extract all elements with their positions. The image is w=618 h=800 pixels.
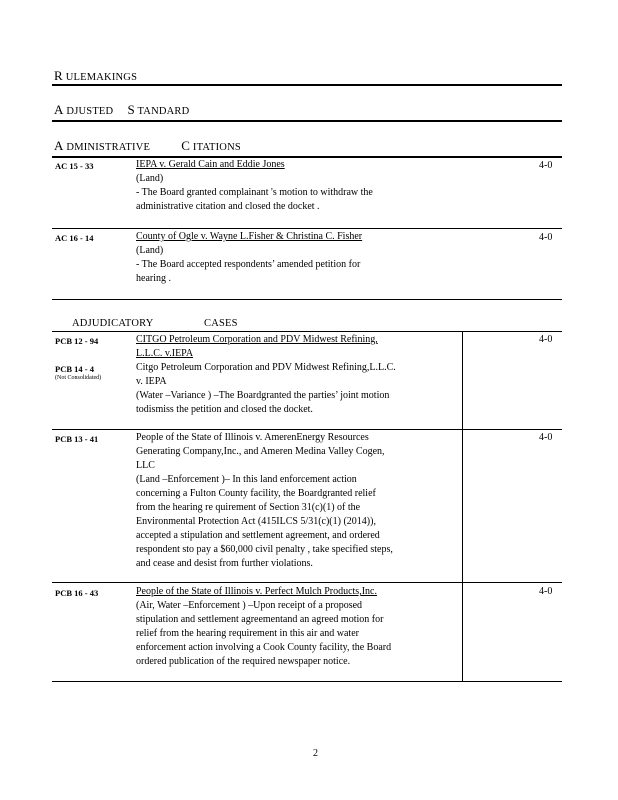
column-divider <box>462 331 463 681</box>
case-id: AC 15 - 33 <box>55 161 94 171</box>
divider <box>52 228 562 229</box>
divider <box>52 331 562 332</box>
heading-adjudicatory-cases: ADJUDICATORY CASES <box>72 318 238 329</box>
vote-count: 4-0 <box>539 232 553 243</box>
heading-administrative-citations: A DMINISTRATIVE C ITATIONS <box>54 138 241 153</box>
case-id: PCB 14 - 4 <box>55 364 94 374</box>
heading-adjusted-standard: A DJUSTED S TANDARD <box>54 102 190 117</box>
case-title: IEPA v. Gerald Cain and Eddie Jones <box>136 159 285 170</box>
vote-count: 4-0 <box>539 334 553 345</box>
vote-count: 4-0 <box>539 160 553 171</box>
case-description: People of the State of Illinois v. Perfect Mulch Products,Inc. (Air, Water –Enforcement ) –Upon receipt of a proposed stipulation and settlement agreementand an agreed motion for relief from the hearing requirement in this air and water enforcement action involving a Cook County facility, the Board ordered publication of the required newspaper notice. <box>136 586 392 667</box>
vote-count: 4-0 <box>539 432 553 443</box>
case-id: AC 16 - 14 <box>55 233 94 243</box>
case-title: County of Ogle v. Wayne L.Fisher & Christina C. Fisher <box>136 231 363 242</box>
divider <box>52 84 562 86</box>
case-id: PCB 12 - 94 <box>55 336 99 346</box>
page-number: 2 <box>313 748 318 759</box>
case-description: IEPA v. Gerald Cain and Eddie Jones (Land) - The Board granted complainant 's motion to withdraw the administrative citation and closed the docket . <box>136 159 373 212</box>
case-note: (Not Consolidated) <box>55 375 102 381</box>
divider <box>52 681 562 682</box>
case-description: CITGO Petroleum Corporation and PDV Midwest Refining, L.L.C. v.IEPA Citgo Petroleum Corporation and PDV Midwest Refining,L.L.C. v. IEPA (Water –Variance ) –The Boardgranted the parties’ joint motion todismiss the petition and closed the docket. <box>136 334 396 415</box>
divider <box>52 120 562 122</box>
case-description: County of Ogle v. Wayne L.Fisher & Christina C. Fisher (Land) - The Board accepted respondents’ amended petition for hearing . <box>136 231 363 284</box>
case-id: PCB 13 - 41 <box>55 434 99 444</box>
case-title: People of the State of Illinois v. AmerenEnergy Resources <box>136 432 369 443</box>
case-description: People of the State of Illinois v. AmerenEnergy Resources Generating Company,Inc., and Ameren Medina Valley Cogen, LLC (Land –Enforcement )– In this land enforcement action concerning a Fulton County facility, the Boardgranted relief from the hearing re quirement of Section 31(c)(1) of the Environmental Protection Act (415ILCS 5/31(c)(1) (2014)), accepted a stipulation and settlement agreement, and ordered respondent sto pay a $60,000 civil penalty , take specified steps, and cease and desist from further violations. <box>136 432 393 569</box>
case-title: People of the State of Illinois v. Perfect Mulch Products,Inc. <box>136 586 377 597</box>
divider <box>52 429 562 430</box>
case-title: CITGO Petroleum Corporation and PDV Midwest Refining, <box>136 334 378 345</box>
heading-rulemakings: R ULEMAKINGS <box>54 68 138 83</box>
divider <box>52 582 562 583</box>
divider <box>52 299 562 300</box>
vote-count: 4-0 <box>539 586 553 597</box>
case-id: PCB 16 - 43 <box>55 588 99 598</box>
